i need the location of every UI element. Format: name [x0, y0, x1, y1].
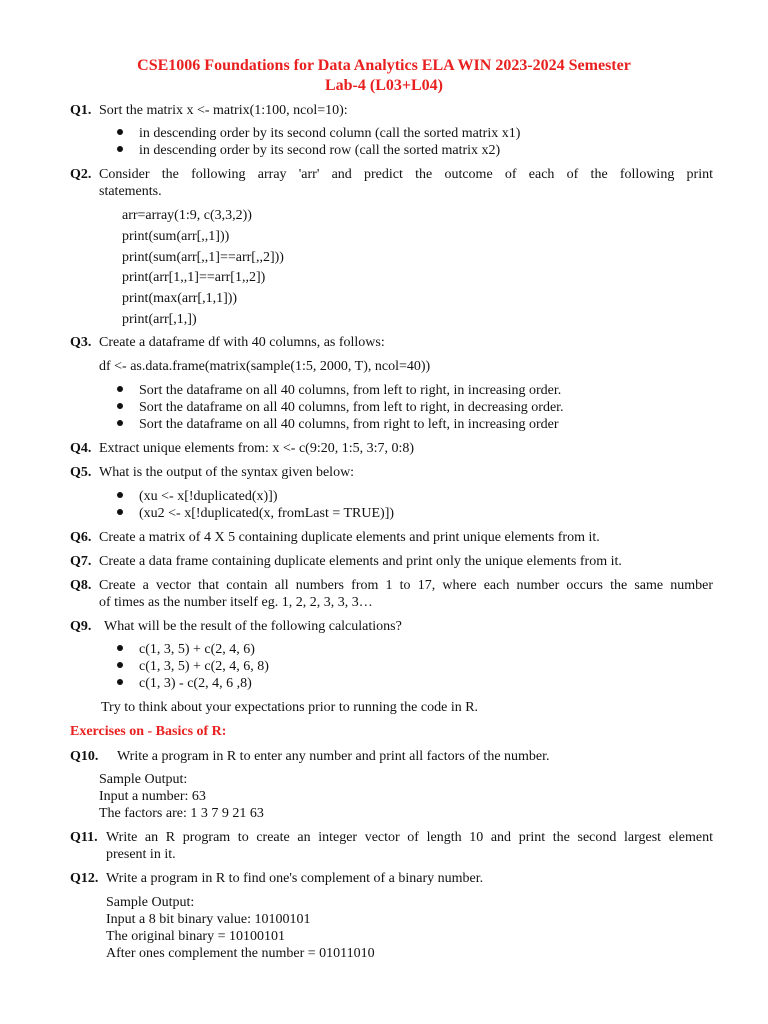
list-item: in descending order by its second row (call the sorted matrix x2) — [139, 143, 501, 158]
bullet-icon — [117, 492, 123, 498]
question-text-q2-cont: statements. — [99, 184, 162, 199]
question-text-q4: Extract unique elements from: x <- c(9:20, 1:5, 3:7, 0:8) — [99, 441, 415, 456]
question-text-q5: What is the output of the syntax given below: — [99, 465, 355, 480]
question-text-q6: Create a matrix of 4 X 5 containing duplicate elements and print unique elements from it. — [99, 530, 600, 545]
list-item: (xu2 <- x[!duplicated(x, fromLast = TRUE)]) — [139, 506, 395, 521]
question-text-q3: Create a dataframe df with 40 columns, as follows: — [99, 335, 385, 350]
sample-output-line: Input a 8 bit binary value: 10100101 — [106, 912, 311, 927]
question-text-q10: Write a program in R to enter any number and print all factors of the number. — [117, 749, 550, 764]
question-number-q10: Q10. — [70, 749, 99, 764]
code-line: print(sum(arr[,,1])) — [122, 229, 230, 244]
list-item: (xu <- x[!duplicated(x)]) — [139, 489, 278, 504]
question-number-q9: Q9. — [70, 619, 92, 634]
question-text-q8-cont: of times as the number itself eg. 1, 2, 2, 3, 3, 3… — [99, 595, 373, 610]
sample-output-line: After ones complement the number = 01011010 — [106, 946, 375, 961]
code-line: print(arr[,1,]) — [122, 312, 197, 327]
document-subtitle: Lab-4 (L03+L04) — [324, 77, 443, 94]
code-line: print(max(arr[,1,1])) — [122, 291, 238, 306]
bullet-icon — [117, 645, 123, 651]
sample-output-line: Sample Output: — [99, 772, 188, 787]
question-text-q11-cont: present in it. — [106, 847, 176, 862]
list-item: in descending order by its second column (call the sorted matrix x1) — [139, 126, 521, 141]
question-number-q6: Q6. — [70, 530, 92, 545]
bullet-icon — [117, 509, 123, 515]
question-text-q11: Write an R program to create an integer vector of length 10 and print the second largest element — [106, 830, 713, 845]
section-heading: Exercises on - Basics of R: — [70, 724, 227, 739]
list-item: Sort the dataframe on all 40 columns, from left to right, in decreasing order. — [139, 400, 564, 415]
question-number-q5: Q5. — [70, 465, 92, 480]
question-text-q12: Write a program in R to find one's complement of a binary number. — [106, 871, 484, 886]
question-text-q7: Create a data frame containing duplicate elements and print only the unique elements from it. — [99, 554, 622, 569]
list-item: c(1, 3) - c(2, 4, 6 ,8) — [139, 676, 252, 691]
question-note-q9: Try to think about your expectations prior to running the code in R. — [101, 700, 479, 715]
bullet-icon — [117, 420, 123, 426]
question-number-q4: Q4. — [70, 441, 92, 456]
question-number-q11: Q11. — [70, 830, 98, 845]
document-title: CSE1006 Foundations for Data Analytics ELA WIN 2023-2024 Semester — [137, 57, 631, 74]
code-line: print(arr[1,,1]==arr[1,,2]) — [122, 270, 266, 285]
sample-output-line: The factors are: 1 3 7 9 21 63 — [99, 806, 264, 821]
list-item: c(1, 3, 5) + c(2, 4, 6) — [139, 642, 255, 657]
question-number-q2: Q2. — [70, 167, 92, 182]
question-text-q1: Sort the matrix x <- matrix(1:100, ncol=10): — [99, 103, 348, 118]
question-text-q2: Consider the following array 'arr' and predict the outcome of each of the following print — [99, 167, 713, 182]
list-item: c(1, 3, 5) + c(2, 4, 6, 8) — [139, 659, 269, 674]
bullet-icon — [117, 403, 123, 409]
question-number-q1: Q1. — [70, 103, 92, 118]
sample-output-line: Sample Output: — [106, 895, 195, 910]
code-line: df <- as.data.frame(matrix(sample(1:5, 2000, T), ncol=40)) — [99, 359, 431, 374]
code-line: print(sum(arr[,,1]==arr[,,2])) — [122, 250, 284, 265]
bullet-icon — [117, 146, 123, 152]
list-item: Sort the dataframe on all 40 columns, from right to left, in increasing order — [139, 417, 559, 432]
question-number-q3: Q3. — [70, 335, 92, 350]
bullet-icon — [117, 662, 123, 668]
question-text-q8: Create a vector that contain all numbers from 1 to 17, where each number occurs the same number — [99, 578, 713, 593]
list-item: Sort the dataframe on all 40 columns, from left to right, in increasing order. — [139, 383, 562, 398]
question-text-q9: What will be the result of the following calculations? — [104, 619, 402, 634]
bullet-icon — [117, 679, 123, 685]
question-number-q12: Q12. — [70, 871, 99, 886]
bullet-icon — [117, 386, 123, 392]
sample-output-line: The original binary = 10100101 — [106, 929, 285, 944]
code-line: arr=array(1:9, c(3,3,2)) — [122, 208, 252, 223]
question-number-q8: Q8. — [70, 578, 92, 593]
question-number-q7: Q7. — [70, 554, 92, 569]
sample-output-line: Input a number: 63 — [99, 789, 206, 804]
bullet-icon — [117, 129, 123, 135]
